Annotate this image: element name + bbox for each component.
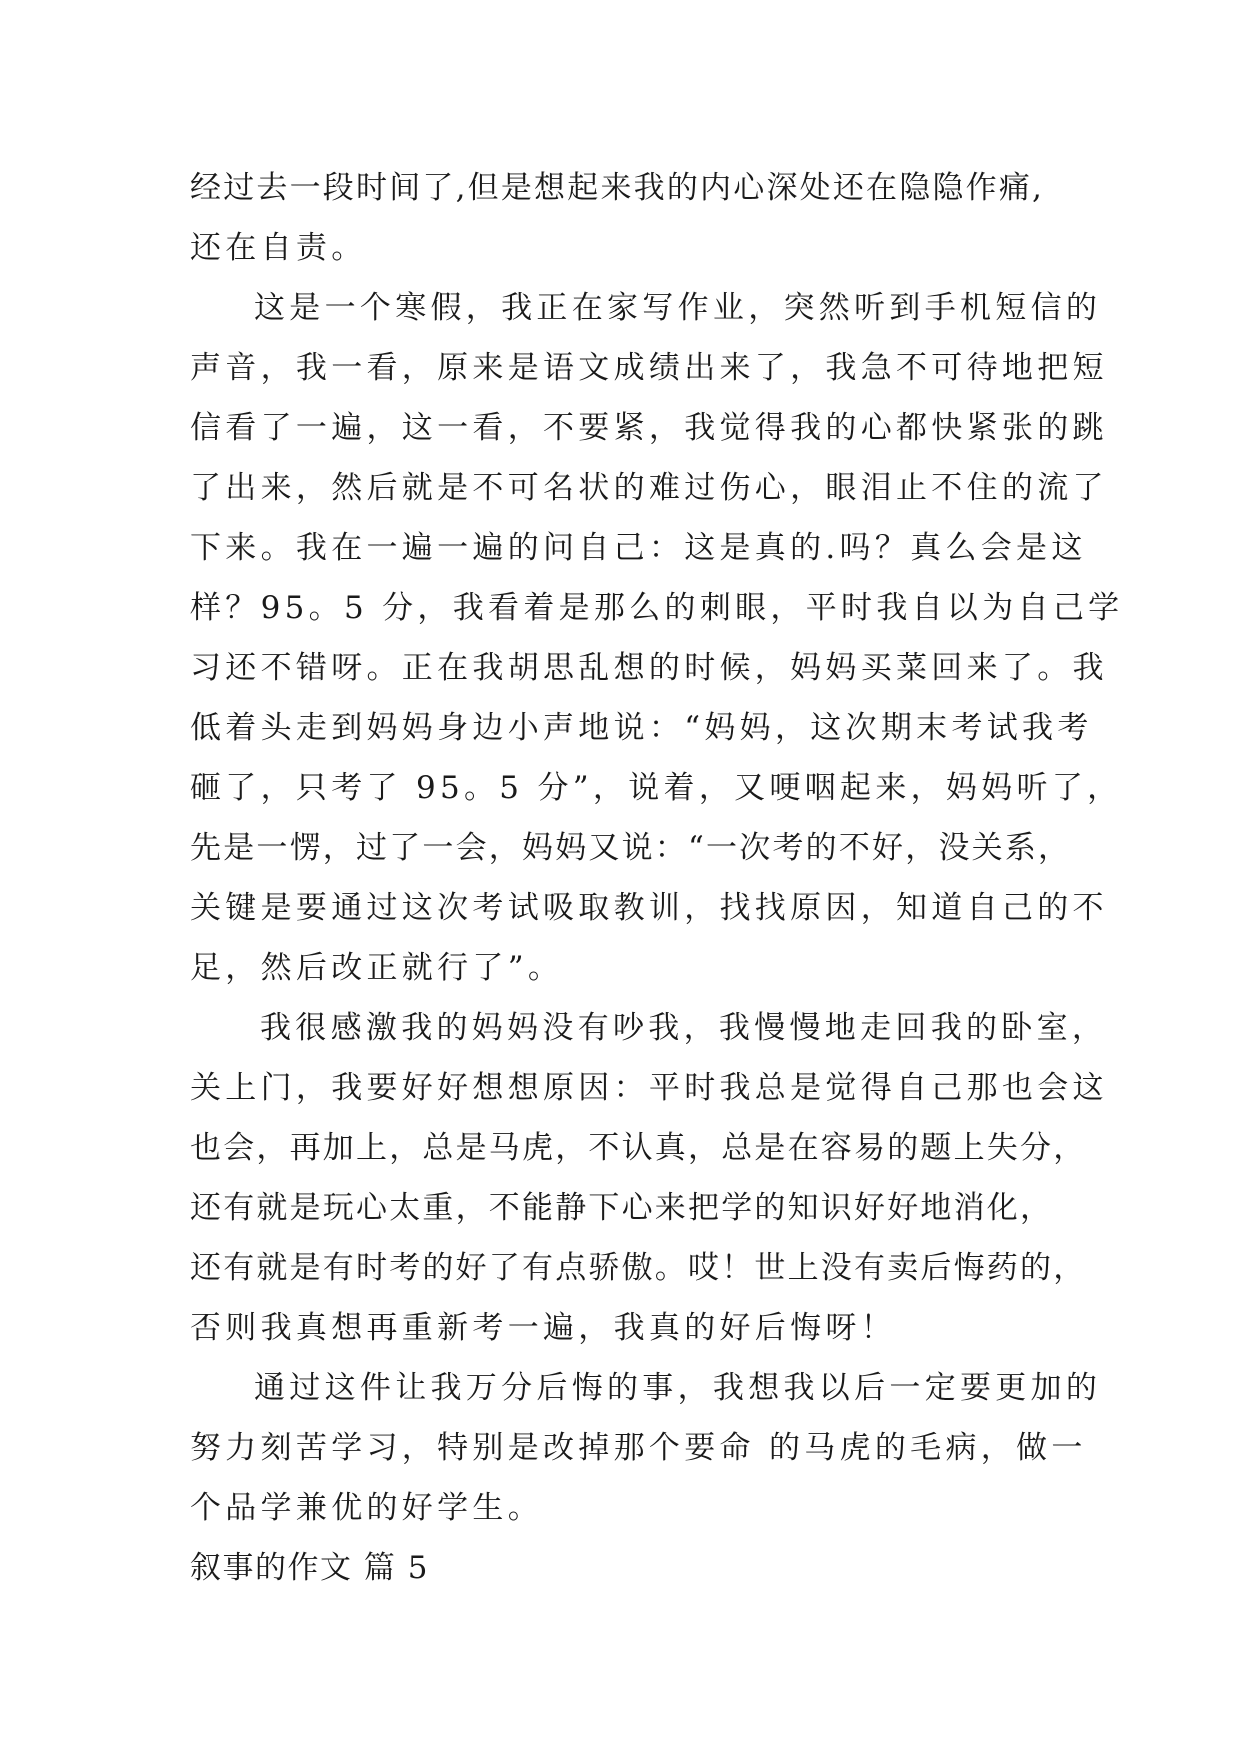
text-line: 低着头走到妈妈身边小声地说：“妈妈，这次期末考试我考 <box>190 710 1093 746</box>
text-line: 还有就是有时考的好了有点骄傲。哎！世上没有卖后悔药的， <box>190 1250 1087 1286</box>
text-line: 声音，我一看，原来是语文成绩出来了，我急不可待地把短 <box>190 350 1108 386</box>
paragraph-start-line: 我很感激我的妈妈没有吵我，我慢慢地走回我的卧室， <box>260 1010 1108 1046</box>
text-line: 经过去一段时间了,但是想起来我的内心深处还在隐隐作痛, <box>190 170 1045 206</box>
text-line: 习还不错呀。正在我胡思乱想的时候，妈妈买菜回来了。我 <box>190 650 1108 686</box>
essay-body <box>190 158 1124 1598</box>
text-line: 还有就是玩心太重，不能静下心来把学的知识好好地消化， <box>190 1190 1054 1226</box>
text-line: 关上门，我要好好想想原因：平时我总是觉得自己那也会这 <box>190 1070 1108 1106</box>
text-line: 了出来，然后就是不可名状的难过伤心，眼泪止不住的流了 <box>190 470 1108 506</box>
text-line: 个品学兼优的好学生。 <box>190 1490 543 1526</box>
text-line: 样？95。5 分，我看着是那么的刺眼，平时我自以为自己学 <box>190 590 1124 626</box>
text-line: 也会，再加上，总是马虎，不认真，总是在容易的题上失分， <box>190 1130 1087 1166</box>
text-line: 还在自责。 <box>190 230 367 266</box>
text-line: 先是一愣，过了一会，妈妈又说：“一次考的不好，没关系， <box>190 830 1072 866</box>
paragraph-start-line: 通过这件让我万分后悔的事，我想我以后一定要更加的 <box>254 1370 1102 1406</box>
text-line: 关键是要通过这次考试吸取教训，找找原因，知道自己的不 <box>190 890 1108 926</box>
text-line: 信看了一遍，这一看，不要紧，我觉得我的心都快紧张的跳 <box>190 410 1108 446</box>
paragraph-start-line: 这是一个寒假，我正在家写作业，突然听到手机短信的 <box>254 290 1102 326</box>
text-line: 下来。我在一遍一遍的问自己：这是真的.吗？真么会是这 <box>190 530 1087 566</box>
text-line: 砸了，只考了 95。5 分”，说着，又哽咽起来，妈妈听了， <box>190 770 1123 806</box>
section-heading: 叙事的作文 篇 5 <box>190 1550 429 1586</box>
text-line: 否则我真想再重新考一遍，我真的好后悔呀！ <box>190 1310 896 1346</box>
text-line: 足，然后改正就行了”。 <box>190 950 564 986</box>
text-line: 努力刻苦学习，特别是改掉那个要命 的马虎的毛病，做一 <box>190 1430 1087 1466</box>
